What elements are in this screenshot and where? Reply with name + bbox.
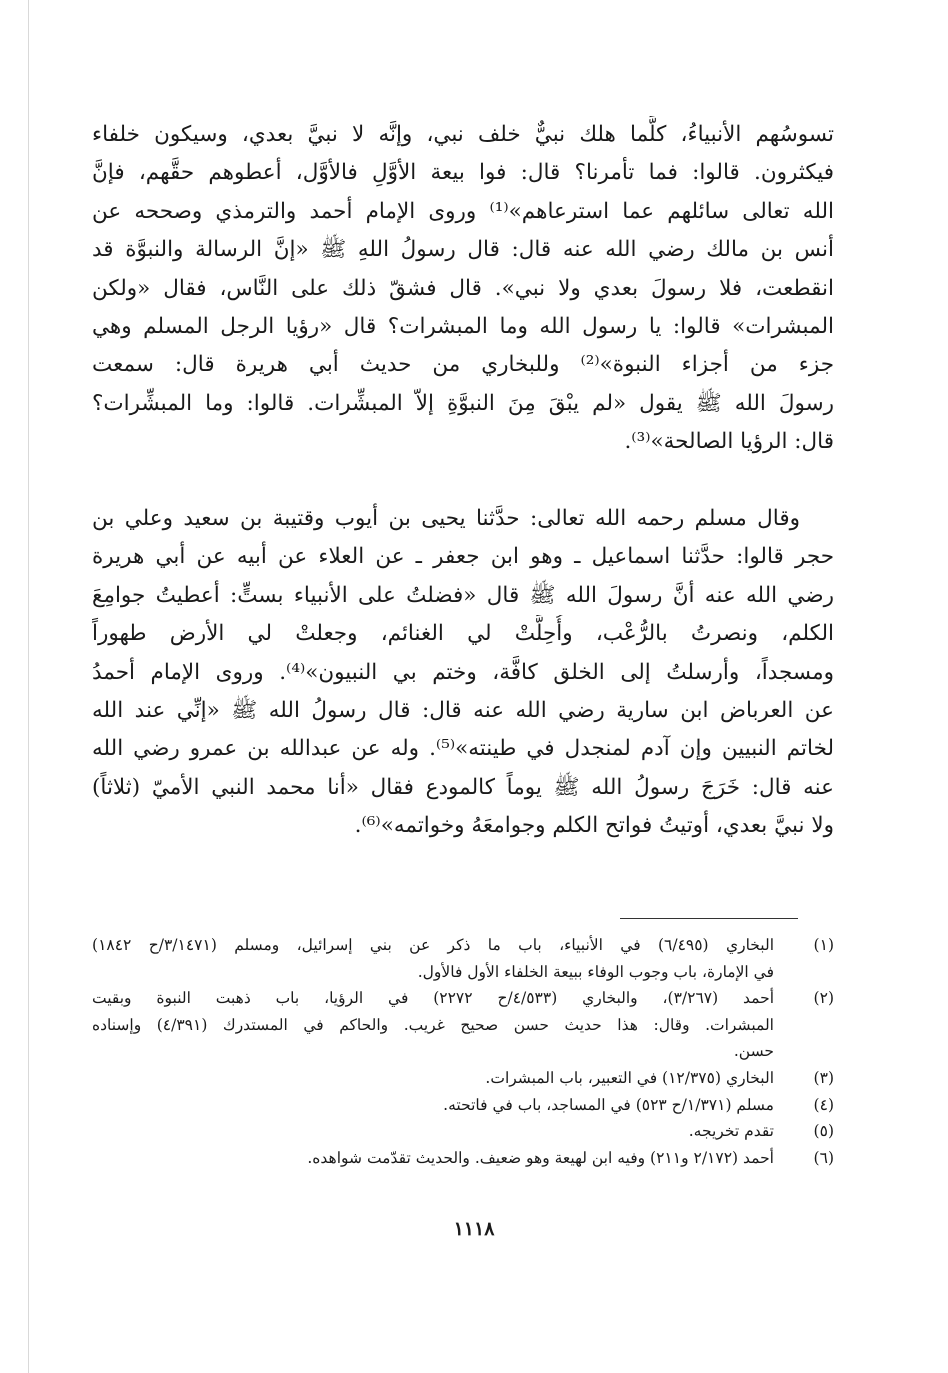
footnote-line: المبشرات. وقال: هذا حديث حسن صحيح غريب. والحاكم في المستدرك (٤/٣٩١) وإسناده: [92, 1015, 774, 1034]
footnote-2: [92, 985, 834, 1065]
paragraph-1: [92, 116, 834, 462]
scan-edge-line: [28, 0, 29, 1373]
footnote-line: أحمد (٢/١٧٢ و٢١١) وفيه ابن لهيعة وهو ضعيف. والحديث تقدّمت شواهده.: [307, 1148, 774, 1167]
footnote-body: [92, 1118, 774, 1145]
text-line: وقال مسلم رحمه الله تعالى: حدَّثنا يحيى بن أيوب وقتيبة بن سعيد وعلي بن: [92, 506, 800, 531]
footnote-line: أحمد (٣/٢٦٧)، والبخاري (٤/٥٣٣/ح ٢٢٧٢) في الرؤيا، باب ذهبت النبوة وبقيت: [92, 989, 774, 1008]
footnote-line: في الإمارة، باب وجوب الوفاء ببيعة الخلفاء الأول فالأول.: [417, 962, 774, 981]
text-line: قال: الرؤيا الصالحة»⁽³⁾.: [624, 429, 834, 455]
footnote-line: البخاري (٦/٤٩٥) في الأنبياء، باب ما ذكر عن بني إسرائيل، ومسلم (٣/١٤٧١/ح ١٨٤٢): [92, 936, 774, 954]
footnote-body: [92, 932, 774, 985]
footnote-number: (١): [813, 936, 834, 954]
footnote-body: [92, 1092, 774, 1119]
text-line: لخاتم النبيين وإن آدم لمنجدل في طينته»⁽⁵⁾. وله عن عبدالله بن عمرو رضي الله: [92, 736, 834, 762]
footnote-body: [92, 1145, 774, 1172]
footnote-line: حسن.: [733, 1042, 774, 1061]
text-line: تسوسُهم الأنبياءُ، كلَّما هلك نبيٌّ خلف نبي، وإنَّه لا نبيَّ بعدي، وسيكون خلفاء: [92, 122, 834, 147]
footnote-line: مسلم (١/٣٧١/ح ٥٢٣) في المساجد، باب في فاتحته.: [443, 1095, 774, 1114]
text-line: رسولَ الله ﷺ يقول «لم يبْقَ مِنَ النبوَّةِ إلاّ المبشِّرات. قالوا: وما المبشِّرات؟: [92, 390, 834, 416]
page-number: ١١١٨: [453, 1218, 495, 1240]
text-line: الكلم، ونصرتُ بالرُّعْب، وأُحِلَّتْ لي الغنائم، وجعلتْ لي الأرض طهوراً: [92, 621, 834, 647]
footnote-body: [92, 1065, 774, 1092]
footnote-line: البخاري (١٢/٣٧٥) في التعبير، باب المبشرات.: [485, 1068, 774, 1087]
text-line: عنه قال: خَرَجَ رسولُ الله ﷺ يوماً كالمودع فقال «أنا محمد النبي الأميّ (ثلاثاً): [92, 774, 834, 800]
text-line: فيكثرون. قالوا: فما تأمرنا؟ قال: فوا بيعة الأوَّلِ فالأوَّل، أعطوهم حقَّهم، فإنَّ: [92, 160, 834, 186]
paragraph-2: [92, 500, 834, 846]
text-line: المبشرات» قالوا: يا رسول الله وما المبشرات؟ قال «رؤيا الرجل المسلم وهي: [92, 313, 834, 339]
footnote-number: (٤): [813, 1095, 834, 1114]
footnote-6: [92, 1145, 834, 1172]
text-line: انقطعت، فلا رسولَ بعدي ولا نبي». قال فشقّ ذلك على النَّاس، فقال «ولكن: [92, 275, 834, 301]
footnote-number: (٥): [813, 1122, 834, 1141]
footnote-separator: [620, 918, 798, 919]
footnote-body: [92, 985, 774, 1065]
footnote-5: [92, 1118, 834, 1145]
text-line: حجر قالوا: حدَّثنا اسماعيل ـ وهو ابن جعفر ـ عن العلاء عن أبيه عن أبي هريرة: [92, 544, 834, 570]
text-line: رضي الله عنه أنَّ رسولَ الله ﷺ قال «فضلتُ على الأنبياء بستٍّ: أعطيتُ جوامِعَ: [92, 582, 834, 608]
footnote-number: (٣): [813, 1068, 834, 1087]
footnote-3: [92, 1065, 834, 1092]
text-line: جزء من أجزاء النبوة»⁽²⁾ وللبخاري من حديث أبي هريرة قال: سمعت: [92, 352, 834, 378]
text-line: ومسجداً، وأرسلتُ إلى الخلق كافَّة، وختم بي النبيون»⁽⁴⁾. وروى الإمام أحمدُ: [92, 659, 834, 685]
text-line: الله تعالى سائلهم عما استرعاهم»⁽¹⁾ وروى الإمام أحمد والترمذي وصححه عن: [92, 198, 834, 224]
footnote-number: (٢): [813, 989, 834, 1008]
footnote-number: (٦): [813, 1148, 834, 1167]
text-line: ولا نبيَّ بعدي، أوتيتُ فواتح الكلم وجوامعَهُ وخواتمه»⁽⁶⁾.: [354, 813, 834, 839]
text-line: أنس بن مالك رضي الله عنه قال: قال رسولُ اللهِ ﷺ «إنَّ الرسالة والنبوَّة قد: [92, 237, 834, 263]
footnotes: [92, 932, 834, 1171]
footnote-4: [92, 1092, 834, 1119]
footnote-1: [92, 932, 834, 985]
text-line: عن العرباض ابن سارية رضي الله عنه قال: قال رسولُ الله ﷺ «إنِّي عند الله: [92, 697, 834, 723]
footnote-line: تقدم تخريجه.: [688, 1122, 774, 1141]
